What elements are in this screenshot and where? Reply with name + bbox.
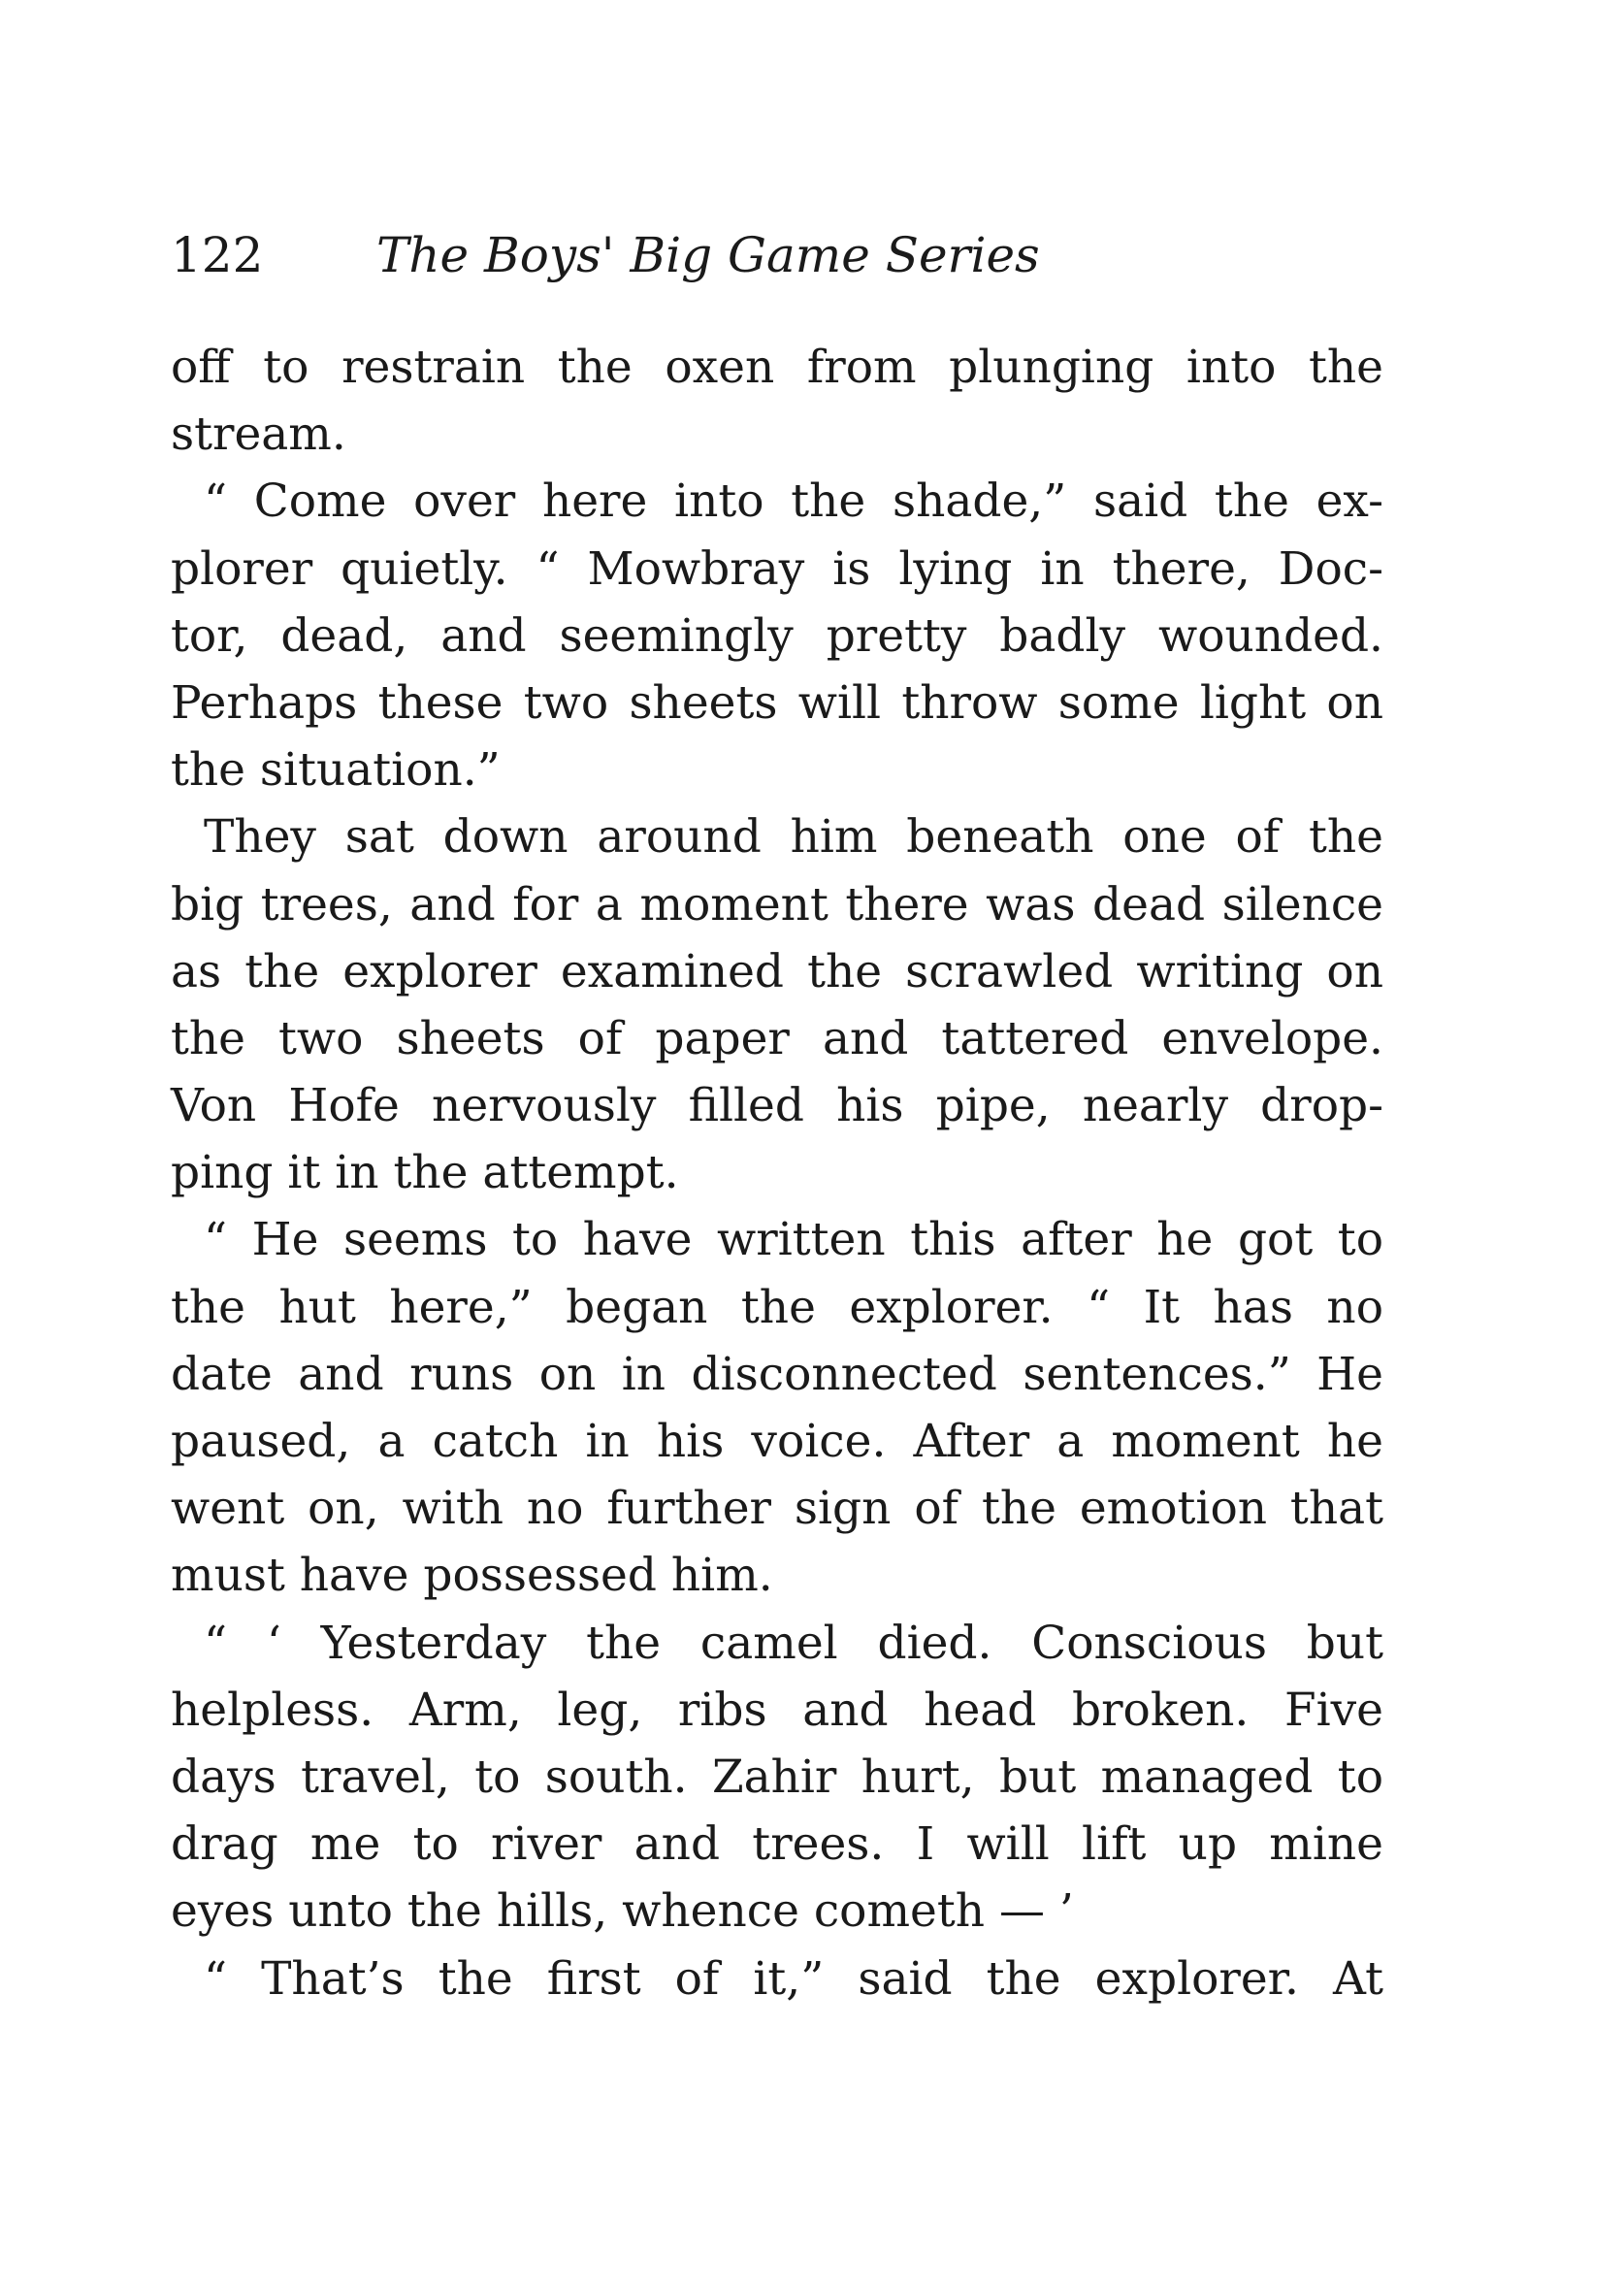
text-line: as the explorer examined the scrawled writing on [171, 944, 1383, 998]
text-line: plorer quietly. “ Mowbray is lying in there, Doc- [171, 541, 1383, 596]
text-line: big trees, and for a moment there was dead silence [171, 877, 1383, 932]
text-line: Von Hofe nervously filled his pipe, nearly drop- [171, 1079, 1383, 1133]
text-line: the situation.” [171, 743, 501, 798]
text-line: drag me to river and trees. I will lift up mine [171, 1817, 1383, 1872]
text-line: paused, a catch in his voice. After a moment he [171, 1415, 1383, 1468]
text-line: helpless. Arm, leg, ribs and head broken. Five [171, 1683, 1383, 1737]
text-line: “ He seems to have written this after he got to [204, 1213, 1383, 1267]
text-line: “ ‘ Yesterday the camel died. Conscious but [204, 1616, 1383, 1670]
text-line: “ That’s the first of it,” said the explorer. At [204, 1951, 1383, 2006]
text-line: date and runs on in disconnected sentences.” He [171, 1347, 1383, 1401]
text-line: Perhaps these two sheets will throw some light on [171, 675, 1383, 730]
text-line: They sat down around him beneath one of the [204, 810, 1383, 865]
text-line: days travel, to south. Zahir hurt, but managed to [171, 1749, 1383, 1804]
running-title: The Boys' Big Game Series [376, 227, 1040, 283]
text-line: eyes unto the hills, whence cometh — ’ [171, 1884, 1074, 1939]
page-header [171, 221, 1383, 289]
text-line: the hut here,” began the explorer. “ It has no [171, 1280, 1383, 1334]
text-line: “ Come over here into the shade,” said the ex- [204, 474, 1383, 529]
text-line: tor, dead, and seemingly pretty badly wounded. [171, 608, 1383, 663]
text-line: went on, with no further sign of the emotion that [171, 1482, 1383, 1536]
text-line: off to restrain the oxen from plunging into the [171, 341, 1383, 394]
text-line: stream. [171, 408, 346, 462]
body-text [171, 334, 1383, 2012]
text-line: must have possessed him. [171, 1549, 773, 1603]
text-line: the two sheets of paper and tattered envelope. [171, 1011, 1383, 1065]
page-number: 122 [171, 227, 264, 283]
text-line: ping it in the attempt. [171, 1146, 679, 1200]
